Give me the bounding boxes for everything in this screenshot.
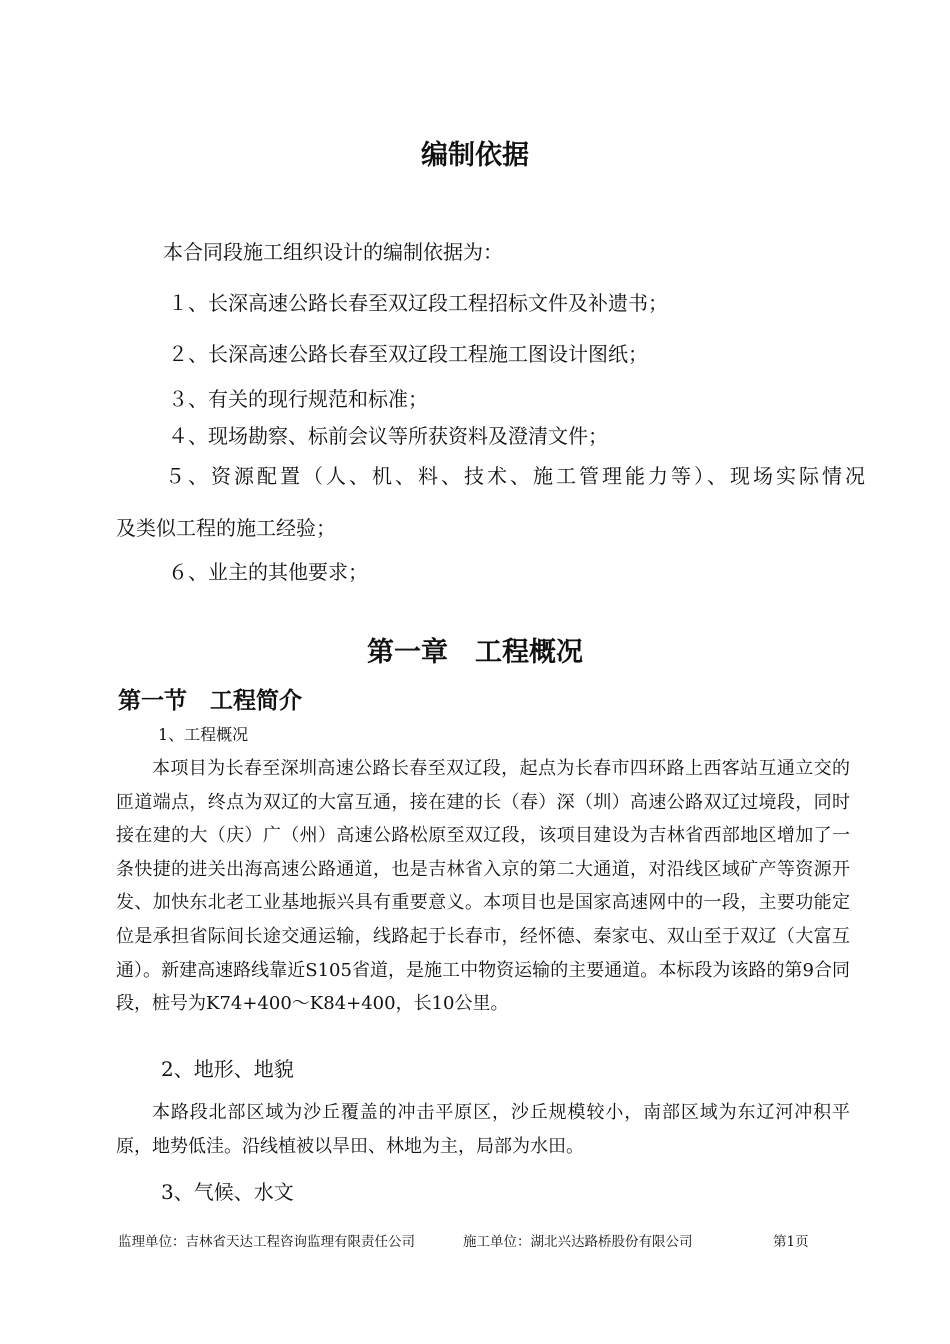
intro-line: 本合同段施工组织设计的编制依据为： [163, 240, 503, 264]
heading-basis: 编制依据 [421, 140, 529, 171]
section-title: 第一节 工程简介 [118, 687, 302, 714]
basis-item-1: １、长深高速公路长春至双辽段工程招标文件及补遗书； [168, 291, 668, 315]
subheading-overview: 1、工程概况 [158, 725, 249, 744]
footer-contractor: 施工单位：湖北兴达路桥股份有限公司 [463, 1234, 693, 1250]
footer-supervisor: 监理单位：吉林省天达工程咨询监理有限责任公司 [118, 1234, 415, 1250]
basis-item-2: ２、长深高速公路长春至双辽段工程施工图设计图纸； [168, 342, 648, 366]
subheading-climate: 3、气候、水文 [161, 1180, 294, 1204]
basis-item-5-continuation: 及类似工程的施工经验； [116, 516, 336, 540]
chapter-title: 第一章 工程概况 [367, 637, 583, 668]
overview-paragraph: 本项目为长春至深圳高速公路长春至双辽段，起点为长春市四环路上西客站互通立交的匝道端点，终点为双辽的大富互通，接在建的长（春）深（圳）高速公路双辽过境段，同时接在建的大（庆）广（州）高速公路松原至双辽段，该项目建设为吉林省西部地区增加了一条快捷的进关出海高速公路通道，也是吉林省入京的第二大通道，对沿线区域矿产等资源开发、加快东北老工业基地振兴具有重要意义。本项目也是国家高速网中的一段，主要功能定位是承担省际间长途交通运输，线路起于长春市，经怀德、秦家屯、双山至于双辽（大富互通）。新建高速路线靠近S105省道，是施工中物资运输的主要通道。本标段为该路的第9合同段，桩号为K74+400～K84+400，长10公里。 [116, 758, 850, 1015]
basis-item-6: ６、业主的其他要求； [168, 560, 368, 584]
basis-item-5: ５、资源配置（人、机、料、技术、施工管理能力等）、现场实际情况 [165, 464, 865, 488]
subheading-terrain: 2、地形、地貌 [161, 1057, 294, 1081]
basis-item-4: ４、现场勘察、标前会议等所获资料及澄清文件； [168, 424, 608, 448]
footer-page-number: 第1页 [773, 1234, 809, 1250]
terrain-paragraph: 本路段北部区域为沙丘覆盖的冲击平原区，沙丘规模较小，南部区域为东辽河冲积平原，地势低洼。沿线植被以旱田、林地为主，局部为水田。 [116, 1102, 850, 1157]
basis-item-3: ３、有关的现行规范和标准； [168, 387, 428, 411]
